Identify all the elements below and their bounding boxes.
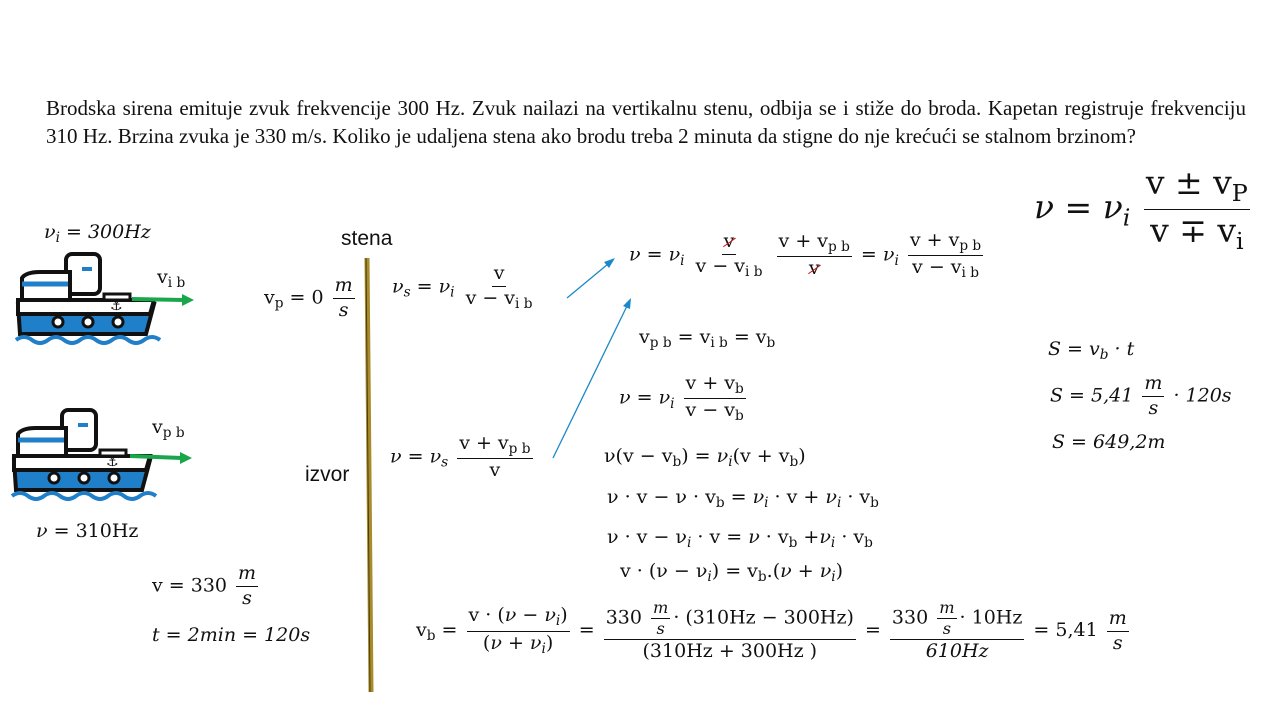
- eq-line-4: $\nu(v - v_b) = \nu_i(v + v_b)$: [604, 445, 806, 471]
- arrow-to-result-1: [567, 258, 615, 298]
- given-v: v = 330 $\frac{m}{s}$: [152, 562, 257, 609]
- eq-nu-s: $\nu_s = \nu_i$ $\frac{v}{v - v_{i b}}$: [392, 262, 533, 312]
- doppler-formula: $\nu = \nu_i$ $\frac{v \pm v_P}{v \mp v_i}$: [1034, 163, 1248, 255]
- eq-distance-substitute: S = 5,41 $\frac{m}{s}$ · 120s: [1050, 372, 1232, 419]
- ship-bottom-velocity-label: $v_{p b}$: [152, 416, 185, 442]
- problem-text: Brodska sirena emituje zvuk frekvencije 300 Hz. Zvuk nailazi na vertikalnu stenu, odbija se i stiže do broda. Kapetan registruje frekvenciju 310 Hz. Brzina zvuka je 330 m/s. Koliko je udaljena stena ako brodu treba 2 minuta da stigne do nje krećući se stalnom brzinom?: [46, 96, 1246, 148]
- svg-text:⚓: ⚓: [106, 454, 119, 470]
- label-izvor: izvor: [305, 463, 350, 486]
- eq-velocities-equal: $v_{p b} = v_{i b} = v_b$: [639, 326, 776, 352]
- eq-line-6: $\nu \cdot v - \nu_i \cdot v = \nu \cdot v_b +\nu_i \cdot v_b$: [607, 526, 873, 552]
- label-stena: stena: [341, 227, 393, 250]
- eq-line-5: $\nu \cdot v - \nu \cdot v_b = \nu_i \cdot v + \nu_i \cdot v_b$: [607, 486, 879, 512]
- eq-nu-vb: $\nu = \nu_i$ $\frac{v + v_b}{v - v_b}$: [619, 372, 744, 425]
- eq-distance-result: S = 649,2m: [1052, 431, 1166, 453]
- given-nu: ν = 310Hz: [36, 520, 139, 542]
- eq-distance-formula: $S = v_b \cdot t$: [1048, 338, 1135, 364]
- eq-combined: $\nu = \nu_i$ $\frac{v}{v - v_{i b}}$ $\frac{v + v_{p b}}{v}$ = $\nu_i$ $\frac{v + v_{p b}}{v - v_{i b}}$: [629, 229, 982, 282]
- given-nu-i: $\nu_i = 300Hz$: [44, 221, 151, 247]
- vp-zero: $v_p = 0$ $\frac{m}{s}$: [264, 274, 353, 321]
- ship-top-velocity-label: $v_{i b}$: [157, 266, 186, 292]
- given-t: t = 2min = 120s: [152, 624, 311, 646]
- svg-text:⚓: ⚓: [110, 298, 123, 314]
- eq-nu-from-wall: $\nu = \nu_s$ $\frac{v + v_{p b}}{v}$: [390, 432, 531, 482]
- eq-line-7: $v \cdot (\nu - \nu_i) = v_b.(\nu + \nu_i)$: [620, 560, 844, 586]
- eq-final-calc: $v_b$ = $\frac{v \cdot (\nu - \nu_i)}{(\nu + \nu_i)}$ = 330 $\frac{m}{s}$ · (310Hz − 300Hz) (310Hz + 300Hz ) = 330 $\frac{m}{s}$ · 10Hz 610Hz = 5,41 $\frac{m}{s}$: [416, 598, 1127, 663]
